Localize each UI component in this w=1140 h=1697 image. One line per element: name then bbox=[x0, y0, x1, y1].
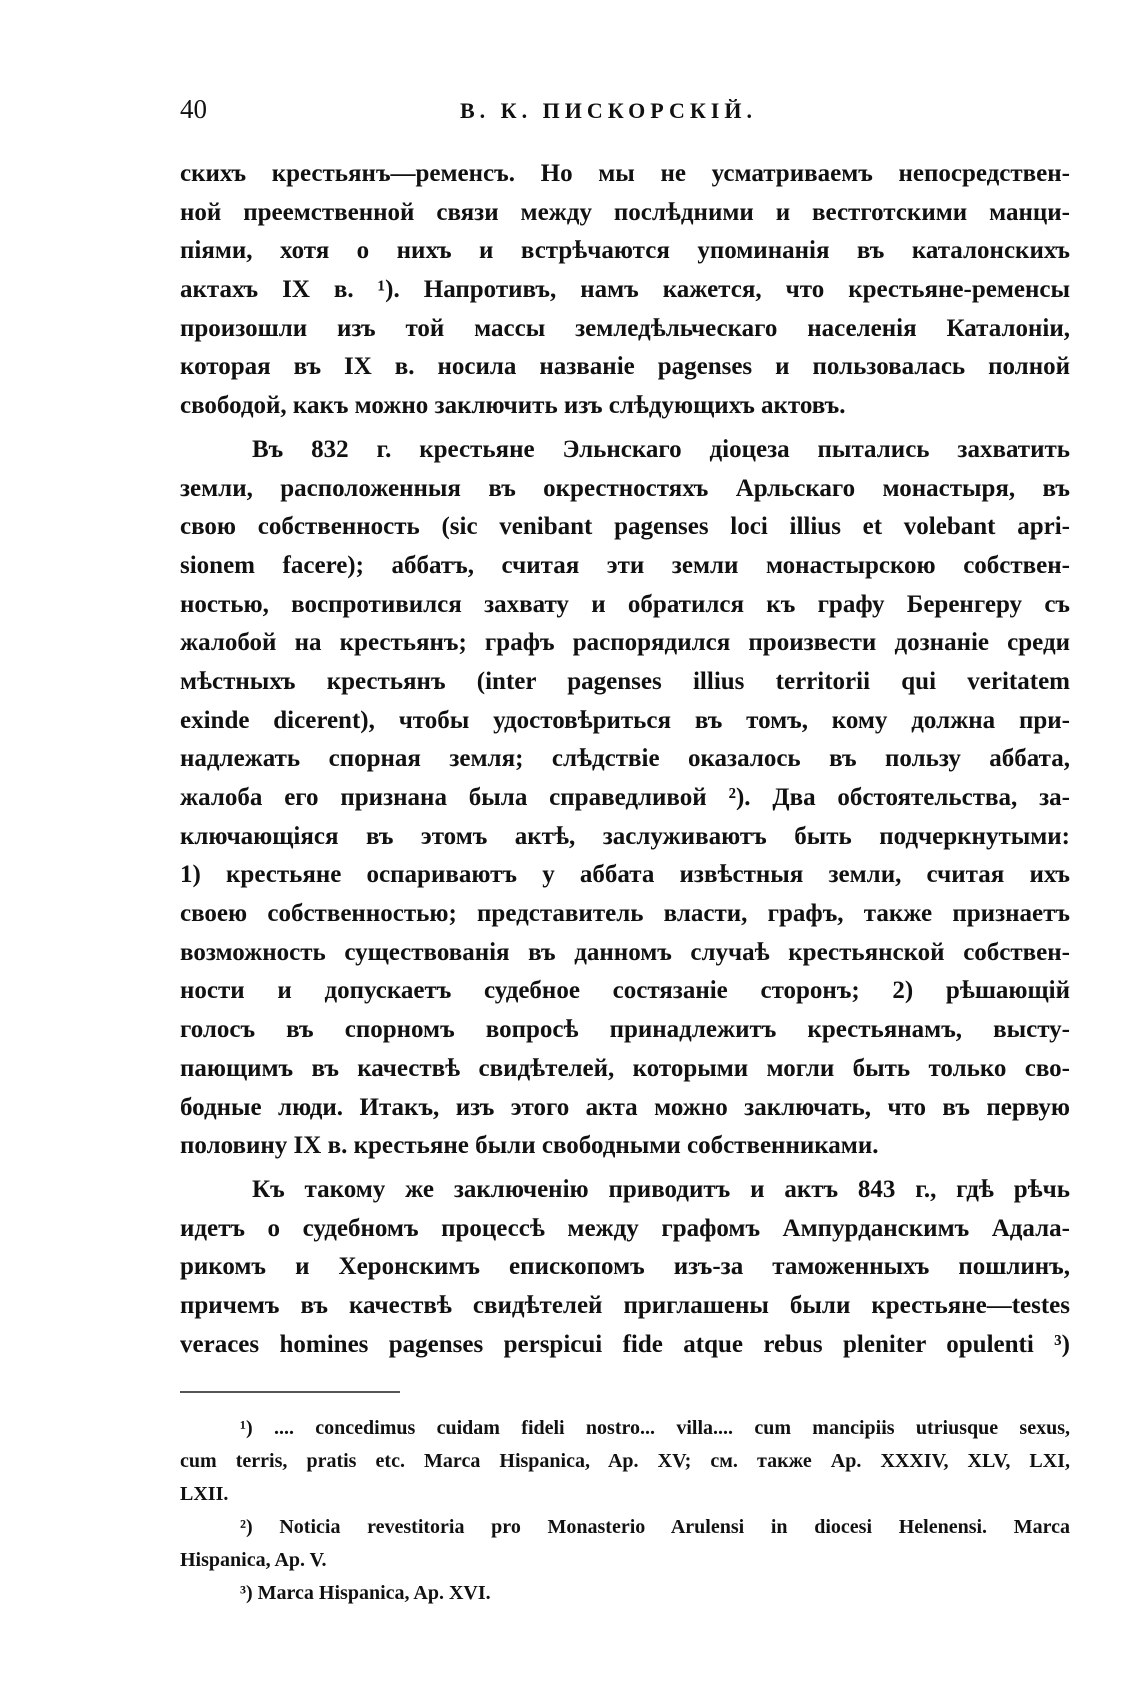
text-line: половину IX в. крестьяне были свободными собственниками. bbox=[180, 1132, 879, 1160]
text-line: скихъ крестьянъ—ременсъ. Но мы не усматриваемъ непосредствен- bbox=[180, 160, 1070, 187]
footnote-line: Hispanica, Ap. V. bbox=[180, 1549, 327, 1571]
text-line: актахъ IX в. ¹). Напротивъ, намъ кажется, что крестьяне-ременсы bbox=[180, 276, 1070, 304]
footnote-line: ³) Marca Hispanica, Ap. XVI. bbox=[240, 1582, 491, 1604]
main-text bbox=[180, 155, 1070, 1364]
text-line: жалобой на крестьянъ; графъ распорядился произвести дознаніе среди bbox=[180, 629, 1070, 657]
text-line: своею собственностью; представитель власти, графъ, также признаетъ bbox=[180, 900, 1070, 928]
text-line: произошли изъ той массы земледѣльческаго населенія Каталоніи, bbox=[180, 314, 1070, 342]
text-line: ной преемственной связи между послѣдними и вестготскими манци- bbox=[180, 198, 1070, 226]
page-header bbox=[180, 94, 1064, 134]
text-line: причемъ въ качествѣ свидѣтелей приглашены были крестьяне—testes bbox=[180, 1291, 1070, 1319]
text-line: ностью, воспротивился захвату и обратился къ графу Беренгеру съ bbox=[180, 590, 1070, 618]
footnote-line: cum terris, pratis etc. Marca Hispanica, Ap. XV; см. также Ap. XXXIV, XLV, LXI, bbox=[180, 1450, 1070, 1472]
footnotes bbox=[180, 1412, 1070, 1610]
text-line: свою собственность (sic venibant pagenses loci illius et volebant aprі- bbox=[180, 513, 1070, 541]
text-line: 1) крестьяне оспариваютъ у аббата извѣстныя земли, считая ихъ bbox=[180, 861, 1070, 889]
running-head: В. К. ПИСКОРСКІЙ. bbox=[460, 98, 757, 123]
text-line: ности и допускаетъ судебное состязаніе сторонъ; 2) рѣшающій bbox=[180, 977, 1070, 1005]
text-line: veraces homines pagenses perspicui fide atque rebus pleniter opulenti ³) bbox=[180, 1330, 1070, 1358]
text-line: піями, хотя о нихъ и встрѣчаются упоминанія въ каталонскихъ bbox=[180, 237, 1070, 265]
text-line: голосъ въ спорномъ вопросѣ принадлежитъ крестьянамъ, высту- bbox=[180, 1016, 1070, 1044]
text-line: надлежать спорная земля; слѣдствіе оказалось въ пользу аббата, bbox=[180, 745, 1070, 773]
text-line: бодные люди. Итакъ, изъ этого акта можно заключать, что въ первую bbox=[180, 1093, 1070, 1121]
text-line: ключающіяся въ этомъ актѣ, заслуживаютъ быть подчеркнутыми: bbox=[180, 822, 1070, 850]
text-line: Къ такому же заключенію приводитъ и актъ 843 г., гдѣ рѣчь bbox=[252, 1175, 1070, 1203]
text-line: возможность существованія въ данномъ случаѣ крестьянской собствен- bbox=[180, 938, 1070, 966]
text-line: которая въ IX в. носила названіе pagenses и пользовалась полной bbox=[180, 353, 1070, 381]
text-line: свободой, какъ можно заключить изъ слѣдующихъ актовъ. bbox=[180, 392, 846, 420]
footnote-line: ¹) .... concedimus cuidam fideli nostro... villa.... cum mancipiis utriusque sexus, bbox=[240, 1417, 1070, 1439]
text-line: рикомъ и Херонскимъ епископомъ изъ-за таможенныхъ пошлинъ, bbox=[180, 1253, 1070, 1281]
footnote-line: ²) Noticia revestitoria pro Monasterio Arulensi in diocesi Helenensi. Marca bbox=[240, 1516, 1070, 1538]
footnote-divider bbox=[180, 1391, 400, 1393]
text-line: земли, расположенныя въ окрестностяхъ Арльскаго монастыря, въ bbox=[180, 474, 1070, 502]
text-line: Въ 832 г. крестьяне Эльнскаго діоцеза пытались захватить bbox=[252, 435, 1070, 463]
page-number: 40 bbox=[180, 94, 207, 124]
text-line: жалоба его признана была справедливой ²). Два обстоятельства, за- bbox=[180, 784, 1070, 811]
text-line: пающимъ въ качествѣ свидѣтелей, которыми могли быть только сво- bbox=[180, 1054, 1070, 1082]
footnote-line: LXII. bbox=[180, 1483, 229, 1505]
text-line: идетъ о судебномъ процессѣ между графомъ Ампурданскимъ Адала- bbox=[180, 1214, 1070, 1242]
text-line: exinde dicerent), чтобы удостовѣриться въ томъ, кому должна при- bbox=[180, 706, 1070, 734]
text-line: sionem facere); аббатъ, считая эти земли монастырскою собствен- bbox=[180, 551, 1070, 579]
text-line: мѣстныхъ крестьянъ (inter pagenses illius territorii qui veritatem bbox=[180, 667, 1070, 695]
